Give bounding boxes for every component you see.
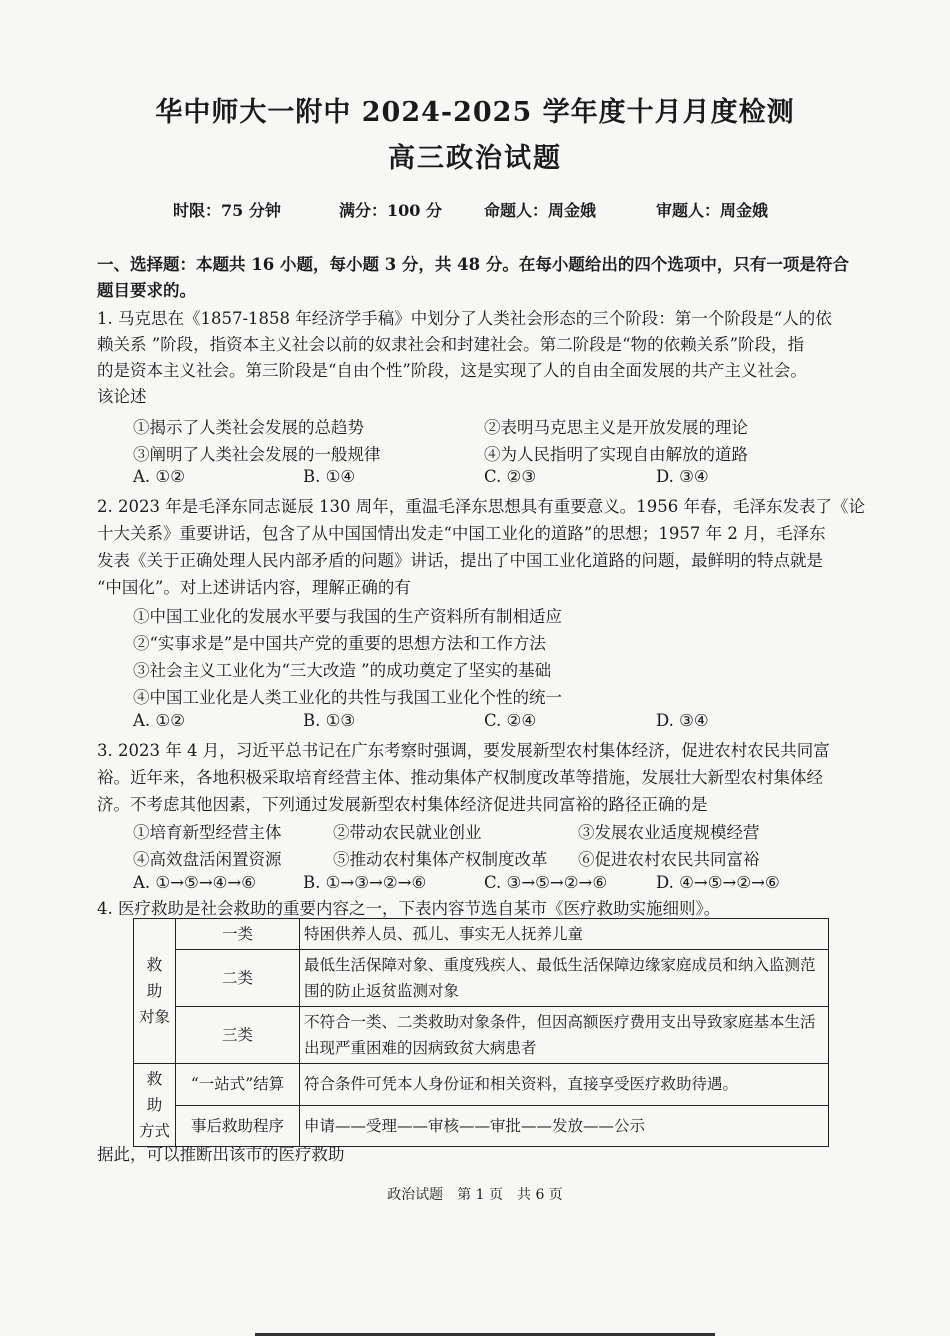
table-category: 事后救助程序 bbox=[176, 1105, 300, 1147]
q3-option-a[interactable]: A. ①→⑤→④→⑥ bbox=[133, 873, 257, 892]
q2-item: ②“实事求是”是中国共产党的重要的思想方法和工作方法 bbox=[133, 634, 546, 653]
time-limit: 时限：75 分钟 bbox=[173, 201, 281, 220]
question-setter: 命题人：周金娥 bbox=[484, 201, 597, 220]
table-row bbox=[134, 1007, 829, 1064]
q3-item: ②带动农民就业创业 bbox=[333, 823, 482, 842]
q2-option-c[interactable]: C. ②④ bbox=[484, 711, 537, 730]
table-category: “一站式”结算 bbox=[176, 1064, 300, 1106]
medical-aid-table bbox=[133, 918, 829, 1147]
q3-item: ④高效盘活闲置资源 bbox=[133, 850, 282, 869]
q2-stem-line: 2. 2023 年是毛泽东同志诞辰 130 周年，重温毛泽东思想具有重要意义。1956 年春，毛泽东发表了《论 bbox=[97, 497, 865, 516]
q1-stem-line: 该论述 bbox=[97, 387, 147, 406]
q2-stem-line: “中国化”。对上述讲话内容，理解正确的有 bbox=[97, 578, 411, 597]
q1-item: ④为人民指明了实现自由解放的道路 bbox=[484, 445, 748, 464]
q2-item: ①中国工业化的发展水平要与我国的生产资料所有制相适应 bbox=[133, 607, 562, 626]
table-row bbox=[134, 1105, 829, 1147]
q1-option-b[interactable]: B. ①④ bbox=[303, 467, 356, 486]
table-row bbox=[134, 1064, 829, 1106]
q2-option-a[interactable]: A. ①② bbox=[133, 711, 185, 730]
section-instruction-line2: 题目要求的。 bbox=[97, 281, 196, 300]
table-description: 特困供养人员、孤儿、事实无人抚养儿童 bbox=[300, 919, 829, 950]
q2-stem-line: 发表《关于正确处理人民内部矛盾的问题》讲话，提出了中国工业化道路的问题，最鲜明的特点就是 bbox=[97, 551, 823, 570]
q1-stem-line: 赖关系 ”阶段，指资本主义社会以前的奴隶社会和封建社会。第二阶段是“物的依赖关系”阶段，指 bbox=[97, 335, 805, 354]
q2-item: ④中国工业化是人类工业化的共性与我国工业化个性的统一 bbox=[133, 688, 562, 707]
q1-item: ③阐明了人类社会发展的一般规律 bbox=[133, 445, 381, 464]
q2-option-d[interactable]: D. ③④ bbox=[656, 711, 709, 730]
q1-option-a[interactable]: A. ①② bbox=[133, 467, 185, 486]
q2-stem-line: 十大关系》重要讲话，包含了从中国国情出发走“中国工业化的道路”的思想；1957 年 2 月，毛泽东 bbox=[97, 524, 826, 543]
q4-follow-up: 据此，可以推断出该市的医疗救助 bbox=[97, 1145, 345, 1164]
q3-stem-line: 3. 2023 年 4 月，习近平总书记在广东考察时强调，要发展新型农村集体经济，促进农村农民共同富 bbox=[97, 741, 830, 760]
q1-stem-line: 1. 马克思在《1857-1858 年经济学手稿》中划分了人类社会形态的三个阶段：第一个阶段是“人的依 bbox=[97, 309, 832, 328]
table-description: 符合条件可凭本人身份证和相关资料，直接享受医疗救助待遇。 bbox=[300, 1064, 829, 1106]
q1-item: ①揭示了人类社会发展的总趋势 bbox=[133, 418, 364, 437]
table-group-label: 救 助 方式 bbox=[134, 1064, 176, 1147]
exam-subtitle: 高三政治试题 bbox=[388, 143, 562, 174]
q3-item: ⑤推动农村集体产权制度改革 bbox=[333, 850, 548, 869]
table-category: 一类 bbox=[176, 919, 300, 950]
q3-stem-line: 济。不考虑其他因素，下列通过发展新型农村集体经济促进共同富裕的路径正确的是 bbox=[97, 795, 708, 814]
q3-option-b[interactable]: B. ①→③→②→⑥ bbox=[303, 873, 427, 892]
table-row bbox=[134, 950, 829, 1007]
q4-stem: 4. 医疗救助是社会救助的重要内容之一，下表内容节选自某市《医疗救助实施细则》。 bbox=[97, 899, 721, 918]
table-description: 申请——受理——审核——审批——发放——公示 bbox=[300, 1105, 829, 1147]
q3-item: ③发展农业适度规模经营 bbox=[578, 823, 760, 842]
q3-option-c[interactable]: C. ③→⑤→②→⑥ bbox=[484, 873, 608, 892]
page-footer: 政治试题 第 1 页 共 6 页 bbox=[387, 1187, 563, 1203]
q1-stem-line: 的是资本主义社会。第三阶段是“自由个性”阶段，这是实现了人的自由全面发展的共产主义社会。 bbox=[97, 361, 807, 380]
q3-stem-line: 裕。近年来，各地积极采取培育经营主体、推动集体产权制度改革等措施，发展壮大新型农村集体经 bbox=[97, 768, 823, 787]
table-group-label: 救 助 对象 bbox=[134, 919, 176, 1064]
q3-item: ①培育新型经营主体 bbox=[133, 823, 282, 842]
q1-option-c[interactable]: C. ②③ bbox=[484, 467, 537, 486]
q3-item: ⑥促进农村农民共同富裕 bbox=[578, 850, 760, 869]
full-score: 满分：100 分 bbox=[339, 201, 442, 220]
table-row bbox=[134, 919, 829, 950]
exam-title: 华中师大一附中 2024-2025 学年度十月月度检测 bbox=[155, 97, 795, 128]
q2-option-b[interactable]: B. ①③ bbox=[303, 711, 356, 730]
q1-option-d[interactable]: D. ③④ bbox=[656, 467, 709, 486]
table-category: 三类 bbox=[176, 1007, 300, 1064]
question-reviewer: 审题人：周金娥 bbox=[656, 201, 769, 220]
table-description: 最低生活保障对象、重度残疾人、最低生活保障边缘家庭成员和纳入监测范围的防止返贫监测对象 bbox=[300, 950, 829, 1007]
table-description: 不符合一类、二类救助对象条件，但因高额医疗费用支出导致家庭基本生活出现严重困难的因病致贫大病患者 bbox=[300, 1007, 829, 1064]
q1-item: ②表明马克思主义是开放发展的理论 bbox=[484, 418, 748, 437]
section-instruction-line1: 一、选择题：本题共 16 小题，每小题 3 分，共 48 分。在每小题给出的四个选项中，只有一项是符合 bbox=[97, 255, 849, 274]
table-category: 二类 bbox=[176, 950, 300, 1007]
q3-option-d[interactable]: D. ④→⑤→②→⑥ bbox=[656, 873, 780, 892]
q2-item: ③社会主义工业化为“三大改造 ”的成功奠定了坚实的基础 bbox=[133, 661, 552, 680]
